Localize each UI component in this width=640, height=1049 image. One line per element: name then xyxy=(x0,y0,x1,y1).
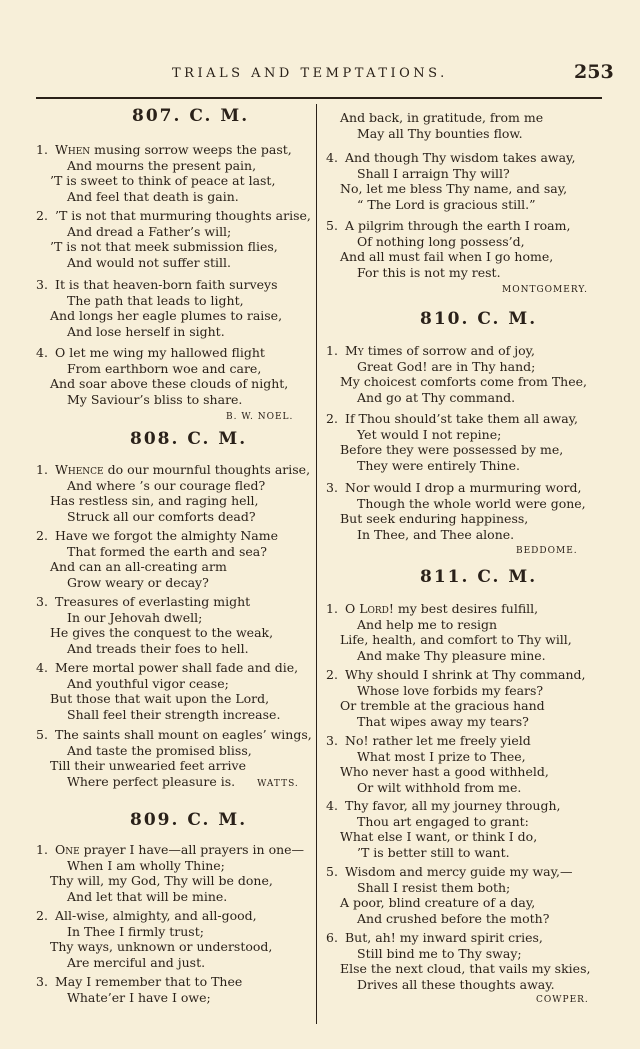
hymn-808-heading: 808. C. M. xyxy=(130,429,248,449)
hymn-811-stanza-5: 5. Wisdom and mercy guide my way,— Shall I resist them both; A poor, blind creature of a day, And crushed before the moth? xyxy=(326,864,573,926)
hymn-807-stanza-4: 4. O let me wing my hallowed flight From earthborn woe and care, And soar above these clouds of night, My Saviour’s bliss to share. xyxy=(36,345,289,407)
hymn-811-stanza-6: 6. But, ah! my inward spirit cries, Still bind me to Thy sway; Else the next cloud, that vails my skies, Drives all these thoughts away. xyxy=(326,930,591,992)
hymn-811-stanza-3: 3. No! rather let me freely yield What most I prize to Thee, Who never hast a good withheld, Or wilt withhold from me. xyxy=(326,733,549,795)
hymn-807-stanza-3: 3. It is that heaven-born faith surveys The path that leads to light, And longs her eagle plumes to raise, And lose herself in sight. xyxy=(36,277,283,339)
hymn-807-stanza-2: 2. ’T is not that murmuring thoughts arise, And dread a Father’s will; ’T is not that meek submission flies, And would not suffer still. xyxy=(36,208,311,270)
hymn-809-stanza-4: 4. And though Thy wisdom takes away, Shall I arraign Thy will? No, let me bless Thy name, and say, “ The Lord is gracious still.” xyxy=(326,150,576,212)
column-divider xyxy=(316,104,317,1024)
hymn-807-stanza-1: 1. When musing sorrow weeps the past, And mourns the present pain, ’T is sweet to think of peace at last, And feel that death is gain. xyxy=(36,142,292,204)
hymn-810-stanza-3: 3. Nor would I drop a murmuring word, Though the whole world were gone, But seek enduring happiness, In Thee, and Thee alone. xyxy=(326,480,586,542)
hymn-809-stanza-3-part-2: And back, in gratitude, from me May all Thy bounties flow. xyxy=(340,110,544,141)
hymn-808-stanza-1: 1. Whence do our mournful thoughts arise, And where ’s our courage fled? Has restless sin, and raging hell, Struck all our comforts dead? xyxy=(36,462,311,524)
hymn-809-stanza-2: 2. All-wise, almighty, and all-good, In Thee I firmly trust; Thy ways, unknown or understood, Are merciful and just. xyxy=(36,908,273,970)
hymn-808-stanza-2: 2. Have we forgot the almighty Name That formed the earth and sea? And can an all-creating arm Grow weary or decay? xyxy=(36,528,279,590)
hymn-811-heading: 811. C. M. xyxy=(420,567,538,587)
hymn-809-stanza-3-part-1: 3. May I remember that to Thee Whate’er I have I owe; xyxy=(36,974,243,1005)
hymn-808-stanza-4: 4. Mere mortal power shall fade and die, And youthful vigor cease; But those that wait upon the Lord, Shall feel their strength increase. xyxy=(36,660,299,722)
hymn-810-stanza-2: 2. If Thou should’st take them all away, Yet would I not repine; Before they were possessed by me, They were entirely Thine. xyxy=(326,411,579,473)
hymn-808-author: WATTS. xyxy=(257,778,299,789)
header-rule xyxy=(36,97,602,99)
hymn-809-stanza-5: 5. A pilgrim through the earth I roam, Of nothing long possess’d, And all must fail when I go home, For this is not my rest. xyxy=(326,218,571,280)
hymn-811-stanza-4: 4. Thy favor, all my journey through, Thou art engaged to grant: What else I want, or think I do, ’T is better still to want. xyxy=(326,798,561,860)
hymn-811-stanza-2: 2. Why should I shrink at Thy command, Whose love forbids my fears? Or tremble at the gracious hand That wipes away my tears? xyxy=(326,667,586,729)
running-head: TRIALS AND TEMPTATIONS. xyxy=(172,66,448,81)
hymn-809-stanza-1: 1. One prayer I have—all prayers in one— When I am wholly Thine; Thy will, my God, Thy will be done, And let that will be mine. xyxy=(36,842,305,904)
hymn-811-stanza-1: 1. O Lord! my best desires fulfill, And help me to resign Life, health, and comfort to Thy will, And make Thy pleasure mine. xyxy=(326,601,572,663)
page-number: 253 xyxy=(574,61,614,83)
hymn-808-stanza-5: 5. The saints shall mount on eagles’ wings, And taste the promised bliss, Till their unwearied feet arrive Where perfect pleasure is. WATTS. xyxy=(36,727,312,789)
hymn-810-author: BEDDOME. xyxy=(516,546,578,556)
hymn-809-author: MONTGOMERY. xyxy=(502,285,588,295)
hymn-809-heading: 809. C. M. xyxy=(130,810,248,830)
hymn-807-heading: 807. C. M. xyxy=(132,106,250,126)
hymn-808-stanza-3: 3. Treasures of everlasting might In our Jehovah dwell; He gives the conquest to the weak, And treads their foes to hell. xyxy=(36,594,274,656)
hymn-810-heading: 810. C. M. xyxy=(420,309,538,329)
hymn-807-author: B. W. NOEL. xyxy=(226,412,294,422)
hymn-811-author: COWPER. xyxy=(536,995,589,1005)
hymn-810-stanza-1: 1. My times of sorrow and of joy, Great God! are in Thy hand; My choicest comforts come from Thee, And go at Thy command. xyxy=(326,343,587,405)
